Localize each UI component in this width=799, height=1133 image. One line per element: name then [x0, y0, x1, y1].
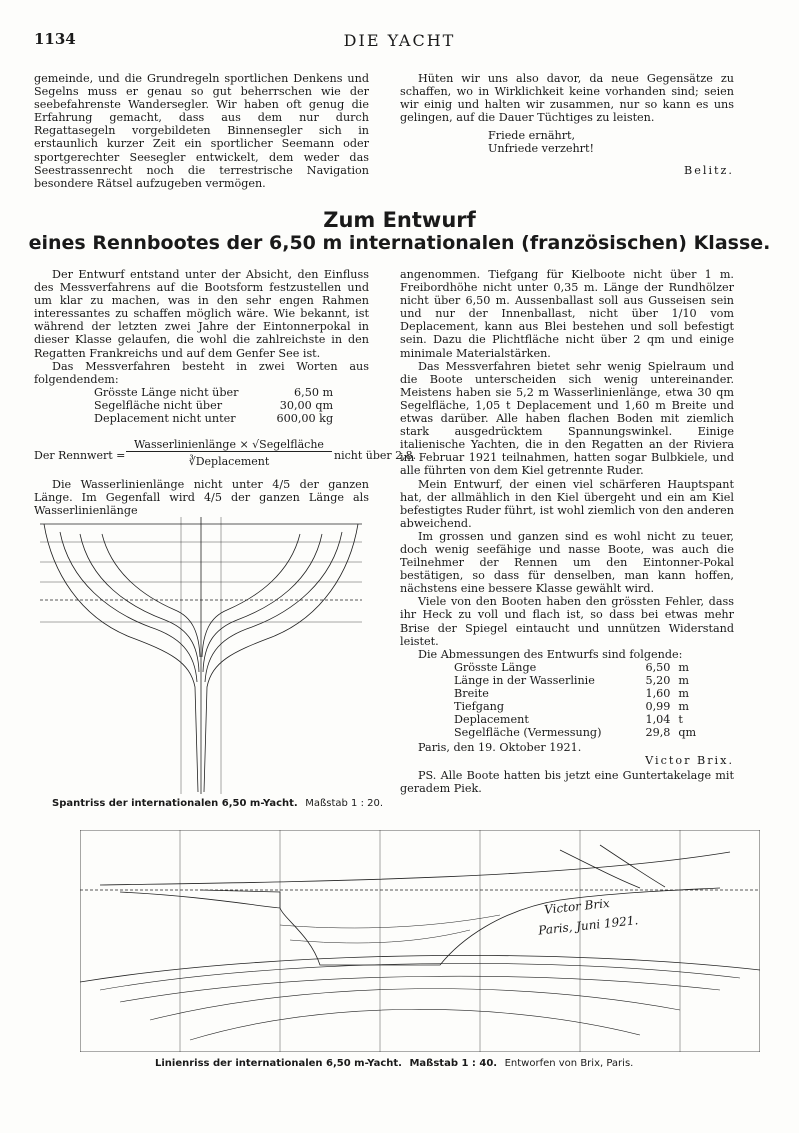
right-paragraph-2: Das Messverfahren bietet sehr wenig Spielraum und die Boote unterscheiden sich wenig untereinander. Meistens haben sie 5,2 m Wasserlinienlänge, etwa 30 qm Segelfläche, 1,05 t Deplacement und 1,60 m Breite und etwas darüber. Alle haben flachen Boden mit ziemlich stark ausgedrücktem Spannungswinkel. Einige italienische Yachten, die in den Regatten an der Riviera im Februar 1921 teilnahmen, hatten sogar Bulbkiele, und alle führten von dem Kiel getrennte Ruder.	[400, 359, 734, 478]
lines-plan-drawing	[80, 830, 760, 1052]
prev-article-right	[400, 72, 734, 177]
dimension-value: 29,8	[645, 725, 671, 739]
dimension-unit: t	[678, 712, 683, 726]
dimension-label: Tiefgang	[454, 699, 504, 713]
dimension-label: Länge in der Wasserlinie	[454, 673, 595, 687]
station-line	[202, 534, 300, 657]
prev-article-left	[34, 72, 369, 190]
dimension-unit: m	[678, 699, 689, 713]
quote-line-1: Friede ernährt,	[488, 129, 576, 143]
prev-article-right-text: Hüten wir uns also davor, da neue Gegensätze zu schaffen, wo in Wirklichkeit keine vorhanden sind; seien wir einig und halten wir zusammen, nur so kann es uns gelingen, auf die Dauer Tüchtiges zu leisten.	[400, 72, 734, 125]
dimension-unit: qm	[678, 725, 697, 739]
body-plan-caption	[52, 798, 383, 809]
dimension-unit: m	[678, 673, 689, 687]
rule-row	[90, 412, 337, 425]
half-breadth-line	[150, 989, 680, 1020]
right-paragraph-5: Viele von den Booten haben den grössten Fehler, dass ihr Heck zu voll und flach ist, so dass bei etwas mehr Brise der Spiegel eintaucht und unnützen Widerstand leistet.	[400, 595, 734, 648]
lines-plan-credit: Entworfen von Brix, Paris.	[504, 1058, 634, 1069]
dimension-label: Breite	[454, 686, 489, 700]
rule-value: 600,00 kg	[276, 411, 334, 425]
signature-place: Paris, Juni 1921.	[537, 913, 639, 938]
quote-line-2: Unfriede verzehrt!	[488, 142, 595, 156]
rule-label: Deplacement nicht unter	[94, 411, 236, 425]
station-line	[102, 534, 200, 657]
dateline: Paris, den 19. Oktober 1921.	[418, 740, 582, 754]
formula-numerator: Wasserlinienlänge × √Segelfläche	[126, 438, 332, 452]
right-paragraph-6: Die Abmessungen des Entwurfs sind folgende:	[418, 647, 683, 661]
midship-section-starboard	[204, 524, 358, 792]
dimension-row	[450, 700, 700, 713]
body-plan-drawing	[40, 512, 370, 794]
article-right-column	[400, 268, 734, 795]
right-paragraph-3: Mein Entwurf, der einen viel schärferen Hauptspant hat, der allmählich in den Kiel übergeht und ein am Kiel befestigtes Ruder führt, ist wohl ziemlich von den anderen abweichend.	[400, 477, 734, 530]
hull-profile-fore	[120, 892, 280, 908]
signature-name: Victor Brix	[543, 896, 611, 917]
left-paragraph-2: Das Messverfahren besteht in zwei Worten aus folgendendem:	[34, 359, 369, 386]
dimension-row	[450, 713, 700, 726]
waterline-curve	[280, 915, 500, 928]
dimension-value: 5,20	[645, 673, 671, 687]
formula-suffix: nicht über 2,8.	[334, 449, 417, 462]
dimensions-table	[450, 661, 700, 739]
dimension-label: Deplacement	[454, 712, 529, 726]
buttock-line	[600, 845, 665, 887]
prev-article-left-text: gemeinde, und die Grundregeln sportlichen Denkens und Segelns muss er genau so gut beherrschen wie der seebefahrenste Wandersegler. Wir haben oft genug die Erfahrung gemacht, dass aus dem nur durch Regattasegeln vorgebildeten Binnensegler sich in erstaunlich kurzer Zeit ein sportlicher Seemann oder sportgerechter Seesegler entwickelt, dem weder das Seestrassenrecht noch die terrestrische Navigation besondere Rätsel aufzugeben vermögen.	[34, 72, 369, 190]
dimension-unit: m	[678, 686, 689, 700]
postscript: PS. Alle Boote hatten bis jetzt eine Guntertakelage mit geradem Piek.	[400, 769, 734, 796]
running-head: DIE YACHT	[343, 31, 456, 50]
dimension-value: 1,04	[645, 712, 671, 726]
rule-value: 30,00 qm	[279, 398, 334, 412]
buttock-line	[560, 850, 640, 888]
dimension-value: 0,99	[645, 699, 671, 713]
right-paragraph-1: angenommen. Tiefgang für Kielboote nicht über 1 m. Freibordhöhe nicht unter 0,35 m. Länge der Rundhölzer nicht über 6,50 m. Aussenballast soll aus Gusseisen sein und nur der Innenballast, nicht über 1/10 vom Deplacement, kann aus Blei bestehen und soll befestigt sein. Dazu die Plichtfläche nicht über 2 qm und einige minimale Materialstärken.	[400, 268, 734, 360]
page-number: 1134	[34, 30, 76, 48]
rating-formula	[34, 438, 417, 478]
author: Victor Brix.	[645, 753, 734, 767]
body-plan-caption-scale: Maßstab 1 : 20.	[305, 798, 384, 809]
dimension-unit: m	[678, 660, 689, 674]
dimension-value: 6,50	[645, 660, 671, 674]
dimension-label: Grösste Länge	[454, 660, 537, 674]
rule-label: Segelfläche nicht über	[94, 398, 223, 412]
half-breadth-line	[120, 976, 720, 1002]
rules-table	[90, 386, 337, 425]
left-paragraph-1: Der Entwurf entstand unter der Absicht, den Einfluss des Messverfahrens auf die Bootsform festzustellen und um klar zu machen, was in den sehr engen Rahmen interessantes zu schaffen möglich wäre. Wie bekannt, ist während der letzten zwei Jahre der Eintonnerpokal in dieser Klasse gelaufen, die wohl die zahlreichste in den Regatten Frankreichs und auf dem Genfer See ist.	[34, 268, 369, 360]
lines-plan-caption	[155, 1058, 633, 1069]
lines-plan-caption-title: Linienriss der internationalen 6,50 m-Yacht.	[155, 1058, 402, 1069]
article-title-line-1: Zum Entwurf	[323, 208, 476, 232]
station-line	[60, 532, 197, 682]
dimension-row	[450, 726, 700, 739]
body-plan-caption-title: Spantriss der internationalen 6,50 m-Yacht.	[52, 798, 298, 809]
formula-denominator: ∛Deplacement	[188, 455, 270, 468]
dimension-label: Segelfläche (Vermessung)	[454, 725, 602, 739]
dimension-row	[450, 687, 700, 700]
article-left-column	[34, 268, 369, 425]
right-paragraph-4: Im grossen und ganzen sind es wohl nicht zu teuer, doch wenig seefähige und nasse Boote, was auch die Teilnehmer der Rennen um den Eintonner-Pokal bestätigen, so dass für denselben, man kann hoffen, nächstens eine bessere Klasse gewählt wird.	[400, 529, 734, 596]
formula-prefix: Der Rennwert =	[34, 449, 126, 462]
dimension-row	[450, 661, 700, 674]
rule-value: 6,50 m	[294, 385, 334, 399]
rule-row	[90, 386, 337, 399]
half-breadth-line	[190, 1009, 640, 1040]
lines-plan-caption-scale: Maßstab 1 : 40.	[409, 1058, 498, 1069]
prev-article-signature: Belitz.	[684, 163, 734, 177]
dimension-row	[450, 674, 700, 687]
article-title-line-2: eines Rennbootes der 6,50 m internationalen (französischen) Klasse.	[28, 232, 771, 254]
rule-row	[90, 399, 337, 412]
keel-profile	[200, 888, 720, 965]
midship-section-port	[44, 524, 198, 792]
station-line	[205, 532, 342, 682]
dimension-value: 1,60	[645, 686, 671, 700]
rule-label: Grösste Länge nicht über	[94, 385, 239, 399]
left-paragraph-3: Die Wasserlinienlänge nicht unter 4/5 der ganzen Länge. Im Gegenfall wird 4/5 der ganzen Länge als Wasserlinienlänge	[34, 478, 369, 518]
